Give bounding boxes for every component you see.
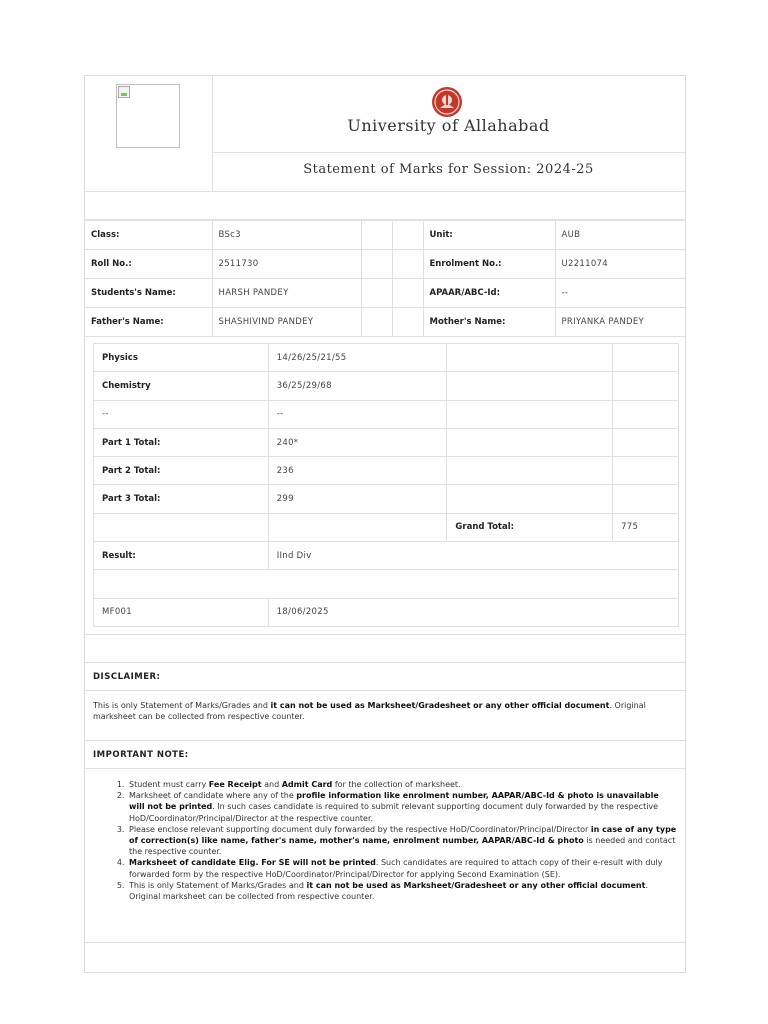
list-item: 1. Student must carry Fee Receipt and Admit Card for the collection of marksheet. bbox=[127, 779, 677, 790]
subject-marks: 14/26/25/21/55 bbox=[268, 344, 447, 372]
empty-cell bbox=[447, 372, 613, 400]
empty-cell bbox=[361, 308, 392, 337]
empty-cell bbox=[613, 428, 679, 456]
empty-cell bbox=[268, 513, 447, 541]
empty-cell bbox=[447, 485, 613, 513]
table-row bbox=[85, 221, 685, 250]
empty-cell bbox=[613, 372, 679, 400]
student-name-value: HARSH PANDEY bbox=[212, 279, 361, 308]
table-row bbox=[94, 457, 679, 485]
empty-cell bbox=[361, 221, 392, 250]
student-info-table bbox=[85, 220, 685, 337]
notes-heading: IMPORTANT NOTE: bbox=[93, 750, 189, 760]
empty-cell bbox=[447, 400, 613, 428]
empty-cell bbox=[447, 457, 613, 485]
father-name-value: SHASHIVIND PANDEY bbox=[212, 308, 361, 337]
table-row bbox=[94, 485, 679, 513]
table-row bbox=[94, 344, 679, 372]
mother-name-label: Mother's Name: bbox=[423, 308, 555, 337]
spacer-row bbox=[85, 192, 685, 220]
roll-value: 2511730 bbox=[212, 250, 361, 279]
marks-table bbox=[93, 343, 679, 627]
table-row bbox=[94, 570, 679, 598]
part-total-value: 236 bbox=[268, 457, 447, 485]
empty-cell bbox=[613, 485, 679, 513]
list-item: 5. This is only Statement of Marks/Grades and it can not be used as Marksheet/Gradesheet or any other official document. Original marksheet can be collected from respective counter. bbox=[127, 880, 677, 902]
empty-cell bbox=[392, 221, 423, 250]
subject-marks: 36/25/29/68 bbox=[268, 372, 447, 400]
code-value: MF001 bbox=[94, 598, 269, 626]
part-total-label: Part 1 Total: bbox=[94, 428, 269, 456]
notes-list bbox=[127, 779, 685, 902]
unit-value: AUB bbox=[555, 221, 685, 250]
empty-cell bbox=[613, 344, 679, 372]
grand-total-value: 775 bbox=[613, 513, 679, 541]
unit-label: Unit: bbox=[423, 221, 555, 250]
broken-image-icon bbox=[118, 86, 130, 98]
marks-section bbox=[85, 335, 685, 635]
part-total-value: 240* bbox=[268, 428, 447, 456]
table-row bbox=[94, 598, 679, 626]
enrolment-value: U2211074 bbox=[555, 250, 685, 279]
table-row bbox=[94, 513, 679, 541]
apaar-label: APAAR/ABC-Id: bbox=[423, 279, 555, 308]
notes-heading-row bbox=[85, 741, 685, 769]
list-item: 3. Please enclose relevant supporting document duly forwarded by the respective HoD/Coordinator/Principal/Director in case of any type of correction(s) like name, father's name, mother's name, enrolment number, AAPAR/ABC-Id & photo is needed and contact the respective counter. bbox=[127, 824, 677, 858]
grand-total-label: Grand Total: bbox=[447, 513, 613, 541]
part-total-value: 299 bbox=[268, 485, 447, 513]
subject-label: Physics bbox=[94, 344, 269, 372]
empty-cell bbox=[392, 279, 423, 308]
disclaimer-heading: DISCLAIMER: bbox=[93, 672, 161, 682]
empty-cell bbox=[361, 279, 392, 308]
table-row bbox=[94, 542, 679, 570]
table-row bbox=[85, 308, 685, 337]
empty-cell bbox=[392, 250, 423, 279]
part-total-label: Part 2 Total: bbox=[94, 457, 269, 485]
list-item: 4. Marksheet of candidate Elig. For SE will not be printed. Such candidates are required to attach copy of their e-result with duly forwarded form by the respective HoD/Coordinator/Principal/Director for applying Second Examination (SE). bbox=[127, 857, 677, 879]
marks-statement bbox=[84, 75, 686, 973]
father-name-label: Father's Name: bbox=[85, 308, 212, 337]
mother-name-value: PRIYANKA PANDEY bbox=[555, 308, 685, 337]
session-title: Statement of Marks for Session: 2024-25 bbox=[303, 162, 594, 177]
class-value: BSc3 bbox=[212, 221, 361, 250]
part-total-label: Part 3 Total: bbox=[94, 485, 269, 513]
subject-label: -- bbox=[94, 400, 269, 428]
apaar-value: -- bbox=[555, 279, 685, 308]
table-row bbox=[94, 428, 679, 456]
table-row bbox=[94, 400, 679, 428]
student-name-label: Students's Name: bbox=[85, 279, 212, 308]
document-header bbox=[85, 76, 685, 192]
subject-label: Chemistry bbox=[94, 372, 269, 400]
university-logo bbox=[431, 86, 463, 118]
table-row bbox=[85, 250, 685, 279]
table-row bbox=[85, 279, 685, 308]
disclaimer-text: This is only Statement of Marks/Grades and it can not be used as Marksheet/Gradesheet or any other official document. Original marksheet can be collected from respective counter. bbox=[93, 701, 646, 721]
header-divider bbox=[212, 152, 685, 153]
empty-cell bbox=[392, 308, 423, 337]
result-label: Result: bbox=[94, 542, 269, 570]
disclaimer-body bbox=[85, 691, 685, 741]
disclaimer-heading-row bbox=[85, 663, 685, 691]
empty-cell bbox=[447, 344, 613, 372]
empty-cell bbox=[613, 400, 679, 428]
empty-cell bbox=[94, 570, 679, 598]
result-value: IInd Div bbox=[268, 542, 678, 570]
class-label: Class: bbox=[85, 221, 212, 250]
notes-body bbox=[85, 769, 685, 943]
empty-cell bbox=[361, 250, 392, 279]
empty-cell bbox=[447, 428, 613, 456]
student-photo bbox=[116, 84, 180, 148]
table-row bbox=[94, 372, 679, 400]
date-value: 18/06/2025 bbox=[268, 598, 678, 626]
empty-cell bbox=[94, 513, 269, 541]
spacer-row bbox=[85, 635, 685, 663]
empty-cell bbox=[613, 457, 679, 485]
subject-marks: -- bbox=[268, 400, 447, 428]
list-item: 2. Marksheet of candidate where any of the profile information like enrolment number, AAPAR/ABC-Id & photo is unavailable will not be printed. In such cases candidate is required to submit relevant supporting document duly forwarded by the respective HoD/Coordinator/Principal/Director at the respective counter. bbox=[127, 790, 677, 824]
enrolment-label: Enrolment No.: bbox=[423, 250, 555, 279]
university-name: University of Allahabad bbox=[347, 116, 550, 135]
roll-label: Roll No.: bbox=[85, 250, 212, 279]
